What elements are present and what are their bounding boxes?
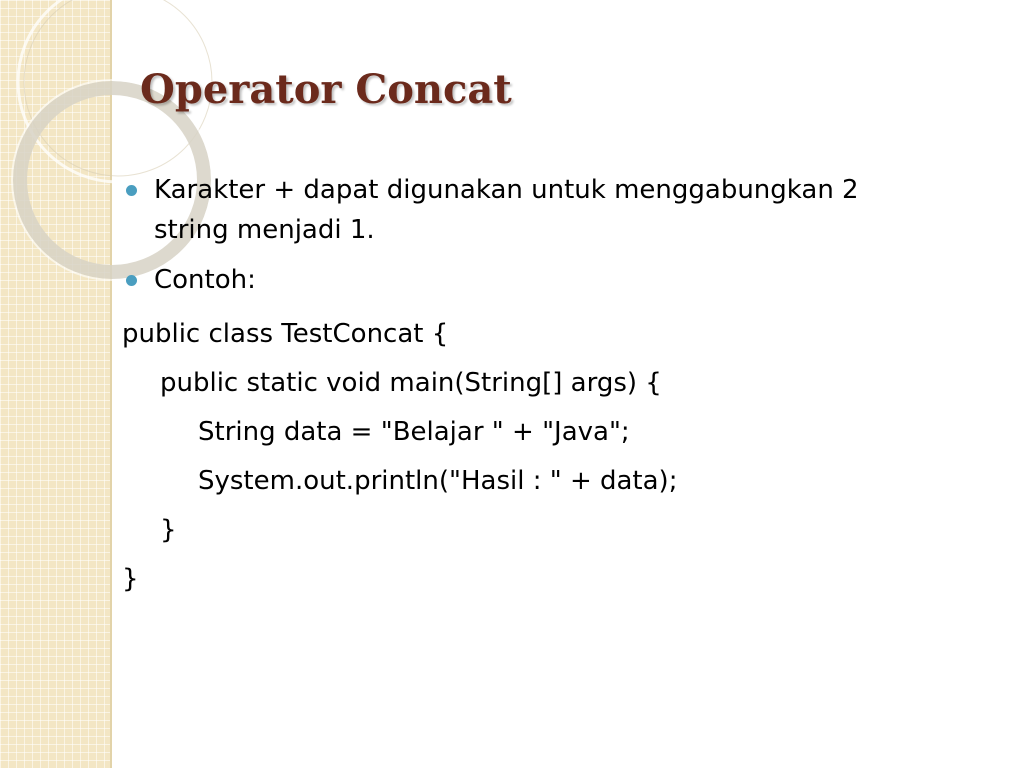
code-line: public static void main(String[] args) { — [160, 368, 662, 398]
code-line: String data = "Belajar " + "Java"; — [198, 417, 630, 447]
code-line: System.out.println("Hasil : " + data); — [198, 466, 678, 496]
bullet-text: Contoh: — [154, 265, 256, 295]
code-example — [122, 310, 902, 604]
slide-title: Operator Concat — [140, 66, 512, 113]
bullet-item — [122, 260, 902, 300]
bullet-item — [122, 170, 902, 250]
bullet-dot-icon — [126, 185, 137, 196]
bullet-dot-icon — [126, 275, 137, 286]
code-line: public class TestConcat { — [122, 319, 449, 349]
decorative-side-band — [0, 0, 112, 768]
code-line: } — [160, 515, 177, 545]
code-line: } — [122, 564, 139, 594]
slide-content — [122, 170, 902, 604]
bullet-text: Karakter + dapat digunakan untuk menggabungkan 2 string menjadi 1. — [154, 175, 859, 245]
